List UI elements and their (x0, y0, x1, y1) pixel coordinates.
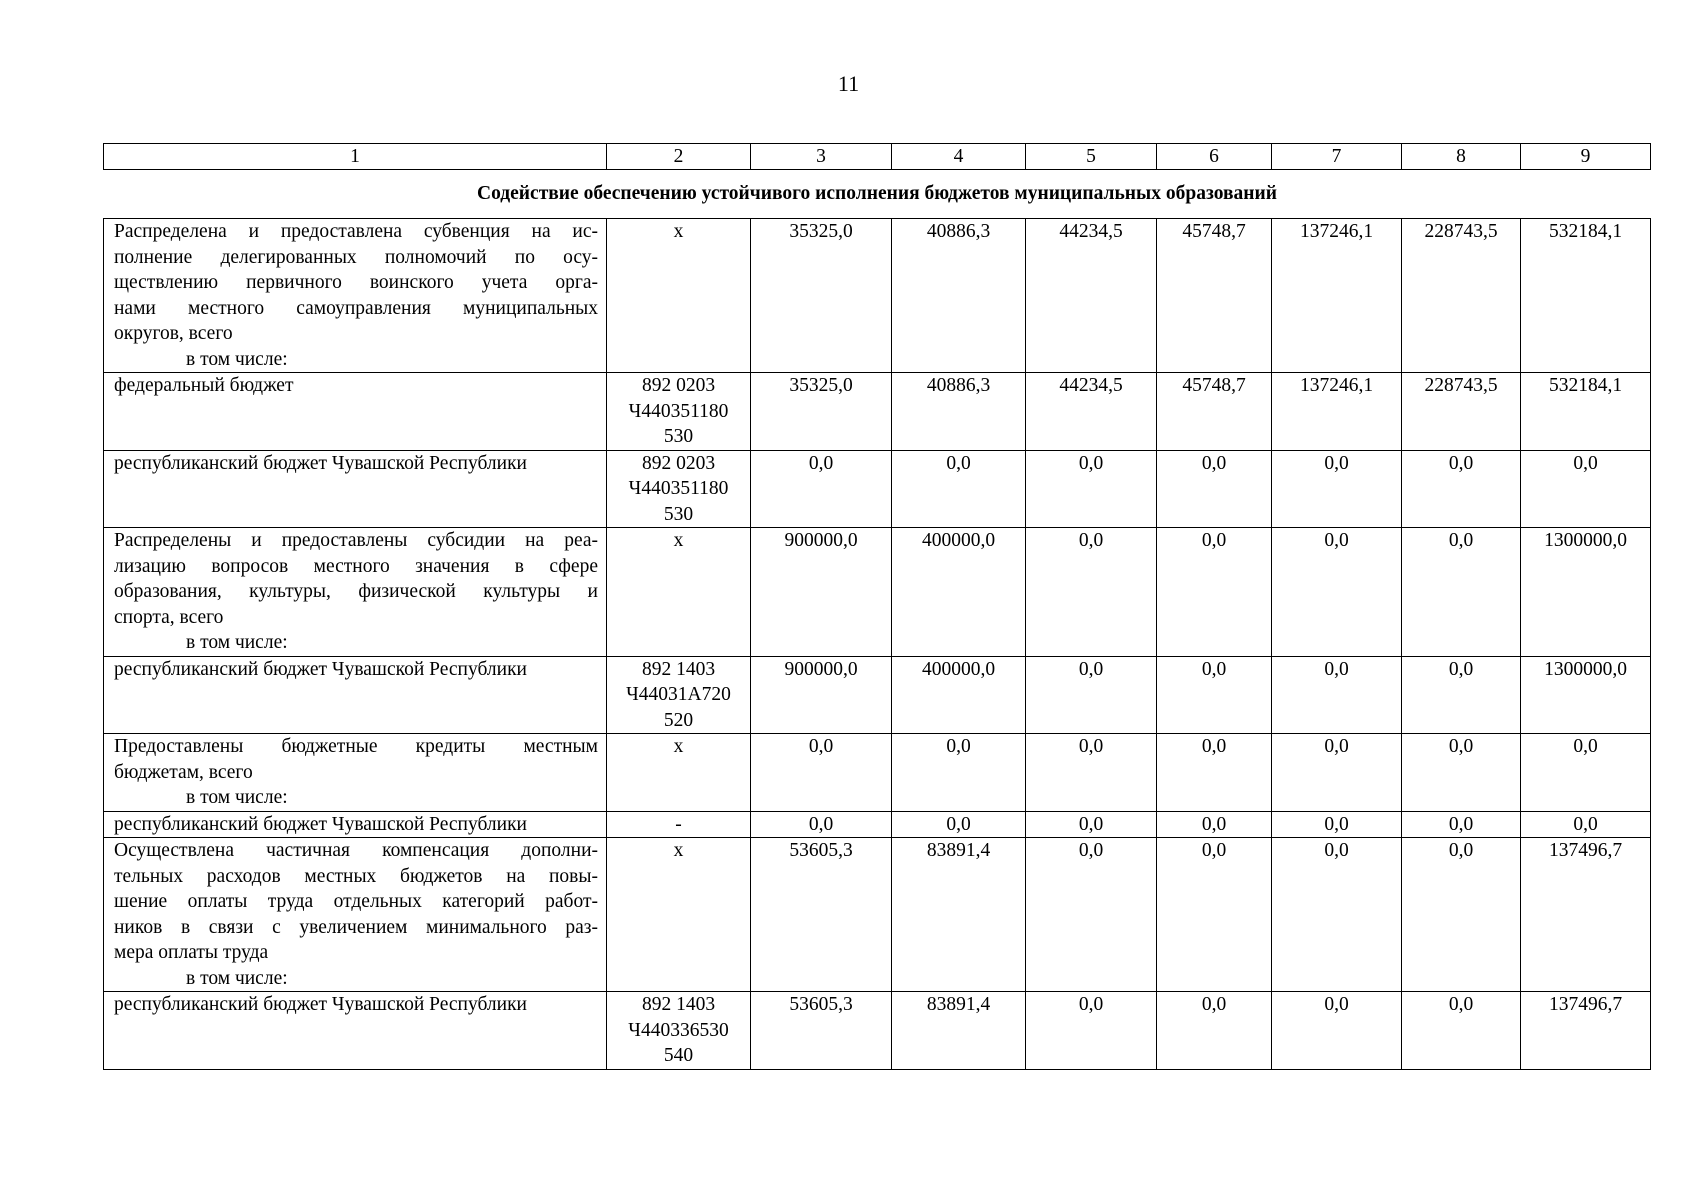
value-cell: 0,0 (1157, 992, 1272, 1070)
row-name-line: Распределена и предоставлена субвенция на ис- (114, 221, 598, 242)
row-name-line: республиканский бюджет Чувашской Республики (114, 658, 527, 680)
value-cell: 0,0 (751, 450, 892, 528)
column-number: 1 (104, 144, 607, 170)
value-cell: 35325,0 (751, 373, 892, 451)
row-name-line: тельных расходов местных бюджетов на повы- (114, 865, 598, 887)
row-name-cell (104, 838, 607, 992)
budget-code-cell (607, 838, 751, 992)
budget-code-cell (607, 811, 751, 838)
budget-code-cell (607, 450, 751, 528)
value-cell: 35325,0 (751, 219, 892, 373)
value-cell: 0,0 (1157, 811, 1272, 838)
budget-code-line: 540 (663, 1045, 694, 1066)
row-subtitle: в том числе: (186, 967, 288, 989)
value-cell: 0,0 (892, 734, 1026, 812)
value-cell: 532184,1 (1521, 219, 1651, 373)
value-cell: 532184,1 (1521, 373, 1651, 451)
value-cell: 0,0 (1402, 528, 1521, 657)
row-name-cell (104, 450, 607, 528)
budget-code-cell (607, 656, 751, 734)
value-cell: 0,0 (1272, 992, 1402, 1070)
value-cell: 53605,3 (751, 992, 892, 1070)
value-cell: 40886,3 (892, 219, 1026, 373)
table-row (104, 734, 1651, 812)
value-cell: 0,0 (1272, 734, 1402, 812)
budget-code-cell (607, 219, 751, 373)
value-cell: 0,0 (892, 450, 1026, 528)
row-name-cell (104, 992, 607, 1070)
budget-code-line: х (673, 530, 684, 551)
budget-code-line: 892 0203 (641, 452, 716, 474)
column-number: 4 (892, 144, 1026, 170)
value-cell: 0,0 (1402, 734, 1521, 812)
value-cell: 0,0 (1521, 811, 1651, 838)
row-name-cell (104, 528, 607, 657)
column-number: 8 (1402, 144, 1521, 170)
row-name-line: спорта, всего (114, 606, 224, 628)
table-row (104, 450, 1651, 528)
table-row (104, 219, 1651, 373)
table-row (104, 992, 1651, 1070)
budget-code-line: 520 (663, 709, 694, 731)
value-cell: 0,0 (1026, 656, 1157, 734)
section-title: Содействие обеспечению устойчивого исполнения бюджетов муниципальных образований (104, 170, 1651, 219)
column-number: 6 (1157, 144, 1272, 170)
value-cell: 53605,3 (751, 838, 892, 992)
value-cell: 45748,7 (1157, 373, 1272, 451)
budget-code-cell (607, 992, 751, 1070)
row-name-line: Предоставлены бюджетные кредиты местным (114, 736, 598, 757)
value-cell: 83891,4 (892, 992, 1026, 1070)
budget-code-line: 530 (663, 503, 694, 525)
row-name-cell (104, 219, 607, 373)
budget-code-cell (607, 528, 751, 657)
row-name-line: республиканский бюджет Чувашской Республики (114, 994, 527, 1015)
value-cell: 0,0 (1157, 528, 1272, 657)
value-cell: 0,0 (1402, 992, 1521, 1070)
value-cell: 0,0 (1521, 450, 1651, 528)
value-cell: 83891,4 (892, 838, 1026, 992)
value-cell: 44234,5 (1026, 219, 1157, 373)
column-number: 5 (1026, 144, 1157, 170)
row-subtitle: в том числе: (186, 348, 288, 370)
value-cell: 0,0 (1272, 450, 1402, 528)
value-cell: 0,0 (1402, 450, 1521, 528)
row-name-cell (104, 811, 607, 838)
value-cell: 400000,0 (892, 528, 1026, 657)
value-cell: 137246,1 (1272, 219, 1402, 373)
budget-code-line: 530 (663, 426, 694, 447)
value-cell: 0,0 (1157, 450, 1272, 528)
column-number: 2 (607, 144, 751, 170)
value-cell: 1300000,0 (1521, 656, 1651, 734)
section-title-row (104, 170, 1651, 219)
value-cell: 900000,0 (751, 656, 892, 734)
value-cell: 228743,5 (1402, 219, 1521, 373)
value-cell: 0,0 (1026, 838, 1157, 992)
page-number: 11 (837, 71, 860, 96)
budget-code-line: 892 1403 (641, 658, 716, 680)
value-cell: 0,0 (1157, 734, 1272, 812)
value-cell: 228743,5 (1402, 373, 1521, 451)
row-name-cell (104, 656, 607, 734)
value-cell: 0,0 (1521, 734, 1651, 812)
column-number: 3 (751, 144, 892, 170)
row-name-line: республиканский бюджет Чувашской Республики (114, 813, 527, 835)
value-cell: 137246,1 (1272, 373, 1402, 451)
row-name-line: шение оплаты труда отдельных категорий работ- (114, 891, 598, 912)
row-name-line: федеральный бюджет (114, 375, 294, 396)
value-cell: 0,0 (751, 811, 892, 838)
row-name-cell (104, 373, 607, 451)
row-name-line: ществлению первичного воинского учета орга- (114, 272, 598, 293)
row-name-line: бюджетам, всего (114, 761, 253, 783)
value-cell: 0,0 (1402, 838, 1521, 992)
table-row (104, 811, 1651, 838)
budget-code-line: х (673, 736, 684, 757)
row-subtitle: в том числе: (186, 787, 288, 808)
value-cell: 0,0 (751, 734, 892, 812)
budget-code-line: Ч440336530 (628, 1019, 729, 1041)
value-cell: 137496,7 (1521, 838, 1651, 992)
row-name-line: Распределены и предоставлены субсидии на реа- (114, 530, 598, 551)
value-cell: 0,0 (1402, 656, 1521, 734)
value-cell: 45748,7 (1157, 219, 1272, 373)
value-cell: 0,0 (1026, 811, 1157, 838)
row-subtitle: в том числе: (186, 632, 288, 653)
value-cell: 0,0 (1272, 528, 1402, 657)
column-number: 7 (1272, 144, 1402, 170)
table-row (104, 373, 1651, 451)
value-cell: 0,0 (1272, 838, 1402, 992)
value-cell: 0,0 (1026, 450, 1157, 528)
row-name-cell (104, 734, 607, 812)
budget-code-line: Ч440351180 (628, 478, 729, 499)
column-number: 9 (1521, 144, 1651, 170)
row-name-line: ников в связи с увеличением минимального раз- (114, 916, 598, 938)
value-cell: 137496,7 (1521, 992, 1651, 1070)
value-cell: 1300000,0 (1521, 528, 1651, 657)
budget-code-line: 892 0203 (641, 375, 716, 396)
row-name-line: мера оплаты труда (114, 942, 269, 963)
table-row (104, 838, 1651, 992)
value-cell: 0,0 (1157, 838, 1272, 992)
row-name-line: нами местного самоуправления муниципальных (114, 297, 598, 319)
budget-code-line: 892 1403 (641, 994, 716, 1015)
value-cell: 0,0 (1026, 528, 1157, 657)
value-cell: 0,0 (892, 811, 1026, 838)
value-cell: 400000,0 (892, 656, 1026, 734)
value-cell: 0,0 (1026, 734, 1157, 812)
value-cell: 0,0 (1026, 992, 1157, 1070)
table-row (104, 656, 1651, 734)
value-cell: 0,0 (1272, 656, 1402, 734)
value-cell: 0,0 (1272, 811, 1402, 838)
table-row (104, 528, 1651, 657)
budget-code-cell (607, 373, 751, 451)
budget-code-line: Ч44031А720 (626, 684, 731, 705)
budget-table (103, 143, 1651, 1070)
value-cell: 900000,0 (751, 528, 892, 657)
budget-code-line: х (673, 840, 684, 861)
budget-code-line: - (675, 813, 682, 835)
budget-code-line: Ч440351180 (628, 400, 729, 422)
row-name-line: лизацию вопросов местного значения в сфере (114, 555, 598, 577)
row-name-line: образования, культуры, физической культуры и (114, 581, 598, 602)
value-cell: 40886,3 (892, 373, 1026, 451)
value-cell: 44234,5 (1026, 373, 1157, 451)
budget-code-cell (607, 734, 751, 812)
value-cell: 0,0 (1157, 656, 1272, 734)
row-name-line: Осуществлена частичная компенсация дополни- (114, 840, 598, 861)
budget-code-line: х (673, 221, 684, 242)
column-number-row (104, 144, 1651, 170)
row-name-line: полнение делегированных полномочий по осу- (114, 246, 598, 268)
value-cell: 0,0 (1402, 811, 1521, 838)
row-name-line: округов, всего (114, 323, 233, 344)
row-name-line: республиканский бюджет Чувашской Республики (114, 452, 527, 474)
